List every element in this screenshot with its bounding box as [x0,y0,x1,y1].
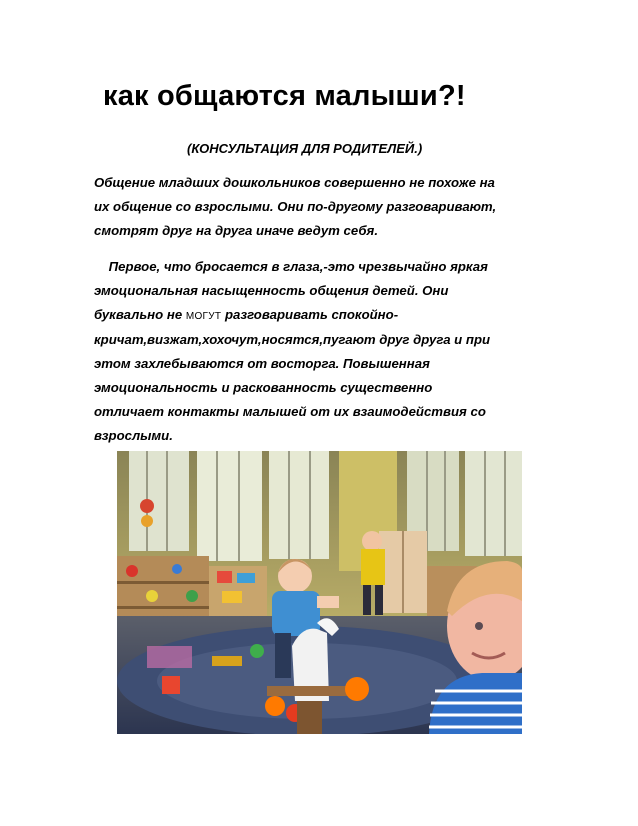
paragraph-line: смотрят друг на друга иначе ведут себя. [94,222,378,238]
photo-children-playroom [117,451,522,734]
paragraph-line [94,303,554,329]
document-subtitle: (КОНСУЛЬТАЦИЯ ДЛЯ РОДИТЕЛЕЙ.) [187,141,423,156]
paragraph-line: эмоциональная насыщенность общения детей. Они [94,282,449,298]
text-fragment-small-caps: МОГУТ [185,310,222,322]
paragraph-line: эмоциональность и раскованность существенно [94,379,433,395]
paragraph-1 [94,171,554,242]
text-fragment: буквально не [94,306,186,322]
paragraph-line: отличает контакты малышей от их взаимодействия со [94,403,486,419]
paragraph-line: взрослыми. [94,427,173,443]
paragraph-line: Первое, что бросается в глаза,-это чрезвычайно яркая [94,259,488,274]
document-title: как общаются малыши?! [103,80,466,112]
paragraph-line: кричат,визжат,хохочут,носятся,пугают друг друга и при [94,332,491,348]
paragraph-line: их общение со взрослыми. Они по-другому разговаривают, [94,198,497,214]
paragraph-2 [94,255,554,447]
paragraph-line: этом захлебываются от восторга. Повышенная [94,356,430,372]
paragraph-line: Общение младших дошкольников совершенно не похоже на [94,175,495,190]
text-fragment: разговаривать спокойно- [221,306,399,322]
